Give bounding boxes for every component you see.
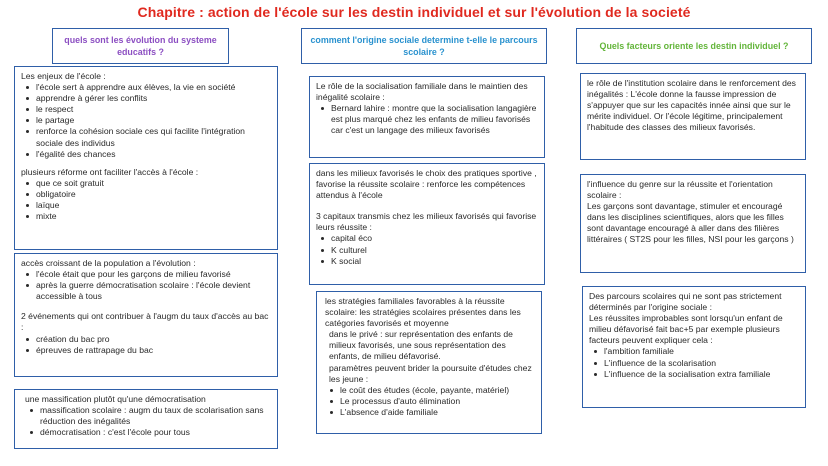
parcours-text: Les réussites improbables sont lorsqu'un enfant de milieu défavorisé fait bac+5 par exemple plusieurs facteurs peuvent expliquer cela : xyxy=(589,313,783,346)
col2-box-socialisation xyxy=(309,76,545,158)
col3-box-parcours xyxy=(582,286,806,408)
list-item: K social xyxy=(331,256,538,267)
col3-box-institution xyxy=(580,73,806,160)
enjeux-list xyxy=(21,82,271,160)
socialisation-intro: Le rôle de la socialisation familiale dans le maintien des inégalité scolaire : xyxy=(316,81,528,103)
list-item: capital éco xyxy=(331,233,538,244)
capitaux-list xyxy=(316,233,538,266)
col1-box-enjeux xyxy=(14,66,278,250)
prive-intro: dans le privé : sur représentation des enfants de milieux favorisés, une sous représentation des enfants, de milieu défavorisé. xyxy=(329,329,513,362)
list-item: le partage xyxy=(36,115,271,126)
list-item: le coût des études (école, payante, matériel) xyxy=(340,385,535,396)
list-item: l'égalité des chances xyxy=(36,149,271,160)
col2-header xyxy=(301,28,547,64)
list-item: le respect xyxy=(36,104,271,115)
list-item: mixte xyxy=(36,211,271,222)
parcours-intro: Des parcours scolaires qui ne sont pas strictement déterminés par l'origine sociale : xyxy=(589,291,782,313)
parcours-list xyxy=(589,346,799,379)
list-item: L'influence de la socialisation extra familiale xyxy=(604,369,799,380)
list-item: Bernard lahire : montre que la socialisation langagière est plus marqué chez les enfants de milieu favorisés car c'est un langage des milieux favorisés xyxy=(331,103,537,136)
bac-intro: 2 événements qui ont contribuer à l'augm du taux d'accès au bac : xyxy=(21,311,269,333)
sport-intro: dans les milieux favorisés le choix des pratiques sportive , favorise la réussite scolaire : renforce les compétences attendus à l'école xyxy=(316,168,537,201)
list-item: K culturel xyxy=(331,245,538,256)
list-item: après la guerre démocratisation scolaire : l'école devient accessible à tous xyxy=(36,280,271,302)
col2-box-capitaux xyxy=(309,163,545,285)
col3-header xyxy=(576,28,812,64)
list-item: apprendre à gérer les conflits xyxy=(36,93,271,104)
genre-text: Les garçons sont davantage, stimuler et encouragé dans les disciplines scientifiques, alors que les filles sont davantage encouragé à aller dans des filières littéraires ( ST2S pour les filles, NSI pour les garçons ) xyxy=(587,201,794,245)
parametres-list xyxy=(325,385,535,418)
col3-box-genre xyxy=(580,174,806,273)
list-item: l'école sert à apprendre aux élèves, la vie en société xyxy=(36,82,271,93)
col2-header-text: comment l'origine sociale determine t-elle le parcours scolaire ? xyxy=(310,35,538,57)
list-item: renforce la cohésion sociale ces qui facilite l'intégration sociale des individus xyxy=(36,126,271,148)
genre-intro: l'influence du genre sur la réussite et l'orientation scolaire : xyxy=(587,179,773,201)
reformes-intro: plusieurs réforme ont faciliter l'accès à l'école : xyxy=(21,166,199,177)
bac-list xyxy=(21,334,271,356)
list-item: création du bac pro xyxy=(36,334,271,345)
page-title: Chapitre : action de l'école sur les destin individuel et sur l'évolution de la societé xyxy=(137,4,691,20)
massification-list xyxy=(25,405,271,438)
enjeux-intro: Les enjeux de l'école : xyxy=(21,71,106,81)
list-item: massification scolaire : augm du taux de scolarisation sans réduction des inégalités xyxy=(40,405,271,427)
massification-intro: une massification plutôt qu'une démocratisation xyxy=(25,394,206,404)
list-item: épreuves de rattrapage du bac xyxy=(36,345,271,356)
reformes-list xyxy=(21,178,271,222)
list-item: laïque xyxy=(36,200,271,211)
list-item: l'ambition familiale xyxy=(604,346,799,357)
capitaux-intro: 3 capitaux transmis chez les milieux favorisés qui favorise leurs réussite : xyxy=(316,211,537,233)
parametres-intro: paramètres peuvent brider la poursuite d'études chez les jeune : xyxy=(329,362,532,384)
col1-box-acces xyxy=(14,253,278,377)
list-item: obligatoire xyxy=(36,189,271,200)
list-item: Le processus d'auto élimination xyxy=(340,396,535,407)
acces-list xyxy=(21,269,271,302)
list-item: l'école était que pour les garçons de milieu favorisé xyxy=(36,269,271,280)
col2-box-strategies xyxy=(316,291,542,434)
col1-header xyxy=(52,28,229,64)
acces-intro: accès croissant de la population a l'évolution : xyxy=(21,258,196,268)
strategies-intro: les stratégies familiales favorables à la réussite scolaire: les stratégies scolaires présentes dans les catégories favorisés et moyenne xyxy=(325,296,521,329)
col1-header-text: quels sont les évolution du systeme educatifs ? xyxy=(64,35,217,57)
institution-text: le rôle de l'institution scolaire dans le renforcement des inégalités : L'école donne la fausse impression de s'appuyer que sur les capacités innée ainsi que sur le mérite individuel. Or l'école légitime, principalement l'habitude des classes des milieux favorisés. xyxy=(587,78,796,133)
col3-header-text: Quels facteurs oriente les destin individuel ? xyxy=(599,41,789,51)
list-item: L'absence d'aide familiale xyxy=(340,407,535,418)
list-item: L'influence de la scolarisation xyxy=(604,358,799,369)
col1-box-massification xyxy=(14,389,278,449)
socialisation-list xyxy=(316,103,538,136)
list-item: que ce soit gratuit xyxy=(36,178,271,189)
list-item: démocratisation : c'est l'école pour tous xyxy=(40,427,271,438)
